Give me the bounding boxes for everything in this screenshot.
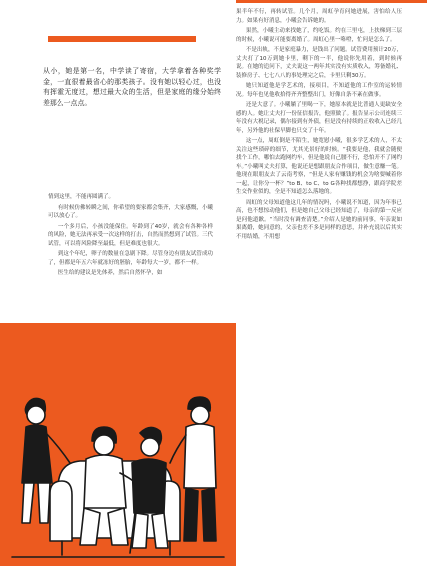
body-paragraph: 有时候仿佛转瞬之间，你希望的要家都会集齐，大家感慨，小曦可以放心了。 [48, 204, 213, 220]
family-illustration [0, 323, 236, 566]
body-paragraph: 果半年不行，再转试管。几个月，周虹孕育问她进展，害怕给人压力。如果有好消息，小曦会告诉她的。 [236, 9, 402, 24]
lead-paragraph: 从小，她是第一名，中学读了寄宿，大学拿着各种奖学金，一直很着最省心的那类孩子。没有她以轻心过，也没有挥霍无度过，想过最大众的生活，但是家庭的缘分始终差那么一点点。 [43, 67, 221, 108]
body-paragraph: 到这个年纪，卵子的数量在急剧下降。尽管身边有朋友试管成功了，但都是年五六年就冻好的胚胎，年龄每大一岁，都不一样。 [48, 251, 213, 266]
armchair-left-arm [50, 481, 72, 541]
body-paragraph: 一个多月后，小孩没能保住。年龄到了40岁，就会有各种各样的风险，她无法再承受一次这样的打击，自然而然想到了试管。三代试管，可以将风险降至最低，但是难度也很大。 [48, 223, 214, 247]
right-text-column [236, 8, 402, 243]
body-paragraph: 情到这里，不能再圆满了。 [48, 194, 115, 200]
top-left-accent-bar [48, 36, 196, 42]
body-paragraph: 这一点，周虹倒是不陌生，她宽慰小曦，很多学艺术的人，不太关注这些琐碎的细节，尤其光景好的时候。“我要是他，我就会随便找个工作，哪怕去跑网约车，但是他说自己腰不行，恐怕开不了网约车。”小曦叫丈夫打算，他说还是想跟朋友合作项目，做生意赚一笔。他现在眼朋友去了云南考察，“但是人家有赚钱的机会为啥要喊着你一起，让你分一杯？”to B、to C、to G各种找都想挣，跟商学院差生交作业似的，全是不知道怎么落地的。 [236, 138, 402, 196]
family-illustration-art [0, 323, 236, 566]
body-paragraph: 周虹的父母知道他这几年的情况吗，小曦说不知道，因为年事已高，也不想惊动他们，但是她自己父母已经知道了，母亲的第一反应是问他道歉。“当时没有调查清楚。”介绍人是她的前同事，年亲说如果离婚，她同意的，父亲也差不多是同样的意思，并补充说以后其实不用结婚，不用想 [236, 199, 402, 240]
top-right-accent-bar [236, 0, 427, 3]
body-paragraph: 果然，小曦主动来找她了，约吃饭。约在三里屯，上扶梯到三层的时候，小曦说可能要离婚了。周虹心里一咯噔，忙问是怎么了。 [236, 28, 402, 43]
body-paragraph: 还是大意了。小曦躺了里喝一下，她原本就是比普通人更缺安全感的人。她让丈夫打一份征信报告，他照做了。报告显示公司连续三年没有大税记录，偶尔接到有外债，但是没有持续的正收收入已经几年，另外他的社保早脚也只交了十年。 [236, 102, 402, 134]
left-text-column [48, 193, 213, 280]
body-paragraph: 不是出轨，不是家庭暴力，是钱出了问题。试管费用预计20万，丈夫打了10万到她卡里，剩下的一半，他说你先用着，到时候再说。在她的追问下，丈夫说这一两年其实没有实质收入，筹备婚礼、装修房子、七七八八的事处理完之后，卡里只剩30万。 [236, 47, 402, 79]
body-paragraph: 她只知道他是学艺术的，接项目，不知道他的工作室的运转情况。每年也见他收拾得齐齐整整出门，好像自条不紊在做事。 [236, 83, 402, 98]
body-paragraph: 医生给的建议是先体养，然后自然怀孕，如 [57, 270, 163, 277]
